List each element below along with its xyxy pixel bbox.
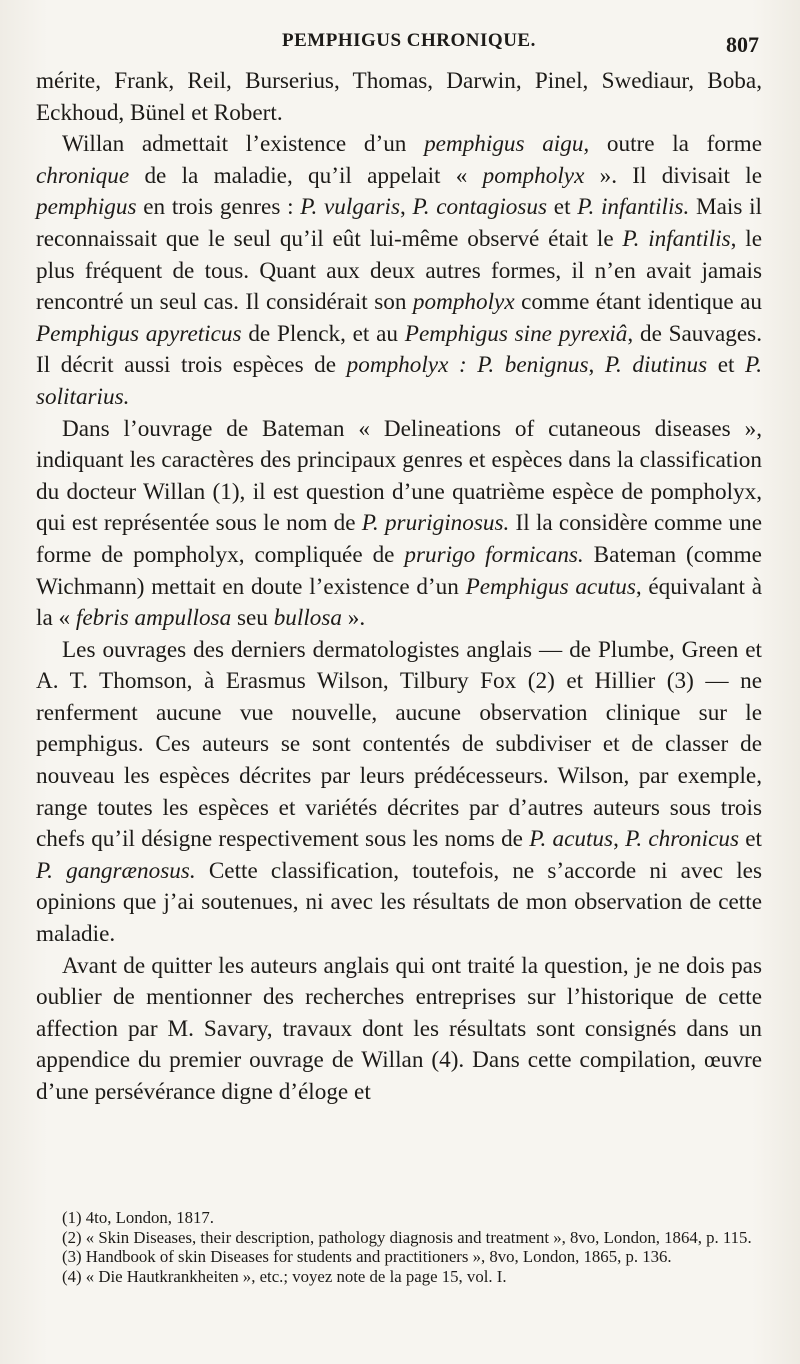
text-run: , équivalant à la « — [36, 573, 762, 632]
italic-run: pompholyx — [482, 162, 585, 189]
italic-run: pemphigus aigu, — [424, 131, 590, 158]
text-run: et — [738, 826, 762, 853]
italic-run: febris ampullosa — [75, 605, 232, 632]
text-run: outre la forme — [589, 131, 762, 158]
footnote: (4) « Die Hautkrankheiten », etc.; voyez note de la page 15, vol. I. — [62, 1266, 507, 1286]
italic-run: Pemphigus apyreticus — [36, 320, 242, 347]
footnote: (3) Handbook of skin Diseases for students and practitioners », 8vo, London, 1865, p. 136. — [62, 1247, 672, 1267]
text-run: , — [613, 826, 626, 853]
italic-run: pemphigus — [36, 194, 137, 221]
italic-run: P. infantilis — [622, 225, 731, 252]
italic-run: P. pruriginosus. — [361, 510, 510, 537]
text-run: Il la considère comme une forme de pompholyx, compliquée de — [36, 510, 762, 568]
paragraph — [36, 951, 762, 1109]
body-text — [36, 66, 762, 1109]
text-run: Mais il reconnaissait que le seul qu’il eût lui-même observé était le — [36, 194, 762, 252]
text-run: ». — [341, 605, 366, 632]
text-run: , le plus fréquent de tous. Quant aux deux autres formes, il n’en avait jamais rencontré un seul cas. Il considérait son — [36, 225, 763, 316]
text-run: , — [400, 194, 413, 221]
italic-run: P. diutinus — [604, 352, 708, 379]
text-run: ». Il divisait le — [584, 162, 762, 189]
paragraph — [36, 129, 762, 413]
italic-run: pompholyx : P. benignus — [346, 352, 589, 379]
italic-run: bullosa — [273, 605, 342, 632]
italic-run: chronique — [36, 162, 130, 189]
text-run: Cette classification, toutefois, ne s’accorde ni avec les opinions que j’ai soutenues, ni avec les résultats de mon observation de cette maladie. — [36, 857, 762, 948]
page-number: 807 — [726, 32, 759, 57]
footnote: (2) « Skin Diseases, their description, pathology diagnosis and treatment », 8vo, London, 1864, p. 115. — [62, 1227, 752, 1247]
italic-run: prurigo formicans. — [404, 541, 584, 568]
italic-run: P. gangrænosus. — [36, 857, 196, 884]
italic-run: P. contagiosus — [412, 194, 548, 221]
text-run: de la maladie, qu’il appelait « — [129, 162, 483, 189]
italic-run: P. solitarius. — [36, 352, 762, 410]
text-run: seu — [231, 605, 274, 632]
italic-run: Pemphigus acutus — [465, 573, 636, 600]
text-run: mérite, Frank, Reil, Burserius, Thomas, Darwin, Pinel, Swediaur, Boba, Eckhoud, Bünel et Robert. — [36, 68, 762, 126]
text-run: de Plenck, et au — [241, 320, 405, 347]
text-run: , de Sauvages. Il décrit aussi trois espèces de — [36, 320, 762, 379]
italic-run: Pemphigus sine pyrexiâ — [404, 320, 628, 347]
paragraph — [36, 414, 762, 635]
text-run: Willan admettait l’existence d’un — [62, 131, 425, 158]
text-run: Dans l’ouvrage de Bateman « Delineations of cutaneous diseases », indiquant les caractères des principaux genres et espèces dans la classification du docteur Willan (1), il est question d’une quatrième espèce de pompholyx, qui est représentée sous le nom de — [36, 415, 762, 537]
italic-run: P. vulgaris — [300, 194, 400, 221]
italic-run: pompholyx — [412, 289, 515, 316]
running-title: PEMPHIGUS CHRONIQUE. — [282, 30, 536, 51]
footnote: (1) 4to, London, 1817. — [62, 1208, 214, 1227]
italic-run: P. acutus — [529, 826, 614, 853]
text-run: Avant de quitter les auteurs anglais qui ont traité la question, je ne dois pas oublier de mentionner des recherches entreprises sur l’historique de cette affection par M. Savary, travaux dont les résultats sont consignés dans un appendice du premier ouvrage de Willan (4). Dans cette compilation, œuvre d’une persévérance digne d’éloge et — [36, 952, 762, 1105]
text-run: en trois genres : — [136, 194, 301, 221]
footnotes — [36, 1208, 762, 1286]
text-run: et — [707, 352, 746, 379]
paragraph — [36, 635, 762, 951]
text-run: Bateman (comme Wichmann) mettait en doute l’existence d’un — [36, 541, 762, 600]
italic-run: P. infantilis. — [577, 194, 690, 221]
text-run: comme étant identique au — [514, 289, 763, 316]
text-run: Les ouvrages des derniers dermatologistes anglais — de Plumbe, Green et A. T. Thomson, à Erasmus Wilson, Tilbury Fox (2) et Hillier (3) — ne renferment aucune vue nouvelle, aucune observation clinique sur le pemphigus. Ces auteurs se sont contentés de subdiviser et de classer de nouveau les espèces décrites par leurs prédécesseurs. Wilson, par exemple, range toutes les espèces et variétés décrites par d’autres auteurs sous trois chefs qu’il désigne respectivement sous les noms de — [36, 636, 762, 853]
italic-run: P. chronicus — [625, 826, 739, 853]
text-run: et — [547, 194, 578, 221]
paragraph — [36, 66, 762, 129]
running-head — [0, 30, 800, 60]
text-run: , — [588, 352, 605, 379]
